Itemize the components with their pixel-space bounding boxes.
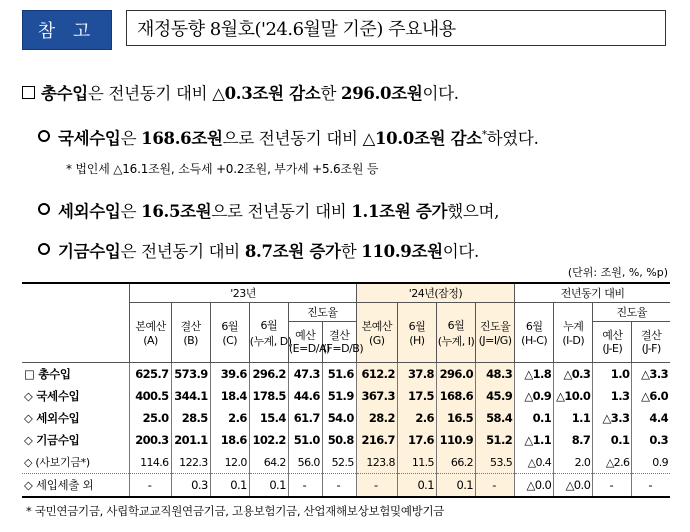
- table-cell: 200.3: [130, 429, 171, 451]
- table-cell: △0.9: [515, 385, 554, 407]
- footnote: * 국민연금기금, 사립학교교직원연금기금, 고용보험기금, 산업재해보상보험및예방기금: [26, 504, 445, 518]
- table-cell: 0.1: [515, 407, 554, 429]
- table-cell: 64.2: [249, 451, 288, 474]
- row-label: ◇ (사보기금*): [22, 451, 130, 474]
- table-row: [22, 474, 670, 498]
- col-header: 6월 (H-C): [515, 303, 554, 363]
- circle-bullet-icon: [38, 243, 50, 255]
- table-cell: 573.9: [171, 363, 210, 386]
- table-cell: 1.3: [593, 385, 632, 407]
- table-cell: 0.3: [632, 429, 670, 451]
- table-cell: 51.0: [288, 429, 322, 451]
- table-cell: 122.3: [171, 451, 210, 474]
- col-header: 본예산 (G): [356, 303, 397, 363]
- group-yoy: 전년동기 대비: [515, 283, 670, 303]
- table-cell: 0.1: [436, 474, 475, 498]
- table-cell: 344.1: [171, 385, 210, 407]
- table-cell: 47.3: [288, 363, 322, 386]
- page-title: 재정동향 8월호('24.6월말 기준) 주요내용: [126, 10, 666, 46]
- table-cell: △0.3: [554, 363, 593, 386]
- table-row: [22, 407, 670, 429]
- table-cell: △2.6: [593, 451, 632, 474]
- table-cell: -: [322, 474, 356, 498]
- table-cell: 0.1: [397, 474, 436, 498]
- table-cell: △6.0: [632, 385, 670, 407]
- table-cell: -: [288, 474, 322, 498]
- table-cell: -: [593, 474, 632, 498]
- table-cell: 367.3: [356, 385, 397, 407]
- table-cell: △0.0: [554, 474, 593, 498]
- table-cell: 296.2: [249, 363, 288, 386]
- col-header: 6월 (H): [397, 303, 436, 363]
- table-cell: 123.8: [356, 451, 397, 474]
- table-cell: 51.9: [322, 385, 356, 407]
- summary-tax-note: * 법인세 △16.1조원, 소득세 +0.2조원, 부가세 +5.6조원 등: [66, 162, 379, 176]
- table-cell: 15.4: [249, 407, 288, 429]
- table-cell: 52.5: [322, 451, 356, 474]
- summary-national-tax: 국세수입은 168.6조원으로 전년동기 대비 △10.0조원 감소*하였다.: [38, 125, 539, 149]
- table-cell: 2.6: [397, 407, 436, 429]
- row-label: □ 총수입: [22, 363, 130, 386]
- table-cell: 18.4: [210, 385, 249, 407]
- table-cell: 296.0: [436, 363, 475, 386]
- group-2023: '23년: [130, 283, 356, 303]
- group-2024: '24년(잠정): [356, 283, 514, 303]
- table-cell: 612.2: [356, 363, 397, 386]
- table-cell: 102.2: [249, 429, 288, 451]
- table-cell: -: [632, 474, 670, 498]
- table-row: [22, 385, 670, 407]
- progress-header-yoy: 진도율: [593, 303, 670, 322]
- table-cell: -: [356, 474, 397, 498]
- table-cell: 61.7: [288, 407, 322, 429]
- table-cell: △10.0: [554, 385, 593, 407]
- col-header: 결산 (J-F): [632, 322, 670, 363]
- col-header: 결산 (F=D/B): [322, 322, 356, 363]
- table-cell: -: [476, 474, 515, 498]
- progress-header-2023: 진도율: [288, 303, 356, 322]
- table-cell: 4.4: [632, 407, 670, 429]
- circle-bullet-icon: [38, 130, 50, 142]
- table-row: [22, 363, 670, 386]
- table-cell: △1.8: [515, 363, 554, 386]
- table-cell: 0.1: [249, 474, 288, 498]
- summary-total: 총수입은 전년동기 대비 △0.3조원 감소한 296.0조원이다.: [22, 80, 459, 104]
- table-cell: 17.6: [397, 429, 436, 451]
- table-cell: 110.9: [436, 429, 475, 451]
- table-cell: 11.5: [397, 451, 436, 474]
- row-label: ◇ 세입세출 외: [22, 474, 130, 498]
- table-cell: 45.9: [476, 385, 515, 407]
- table-cell: 39.6: [210, 363, 249, 386]
- table-cell: 58.4: [476, 407, 515, 429]
- table-cell: 50.8: [322, 429, 356, 451]
- revenue-table: [22, 282, 670, 498]
- table-cell: △3.3: [632, 363, 670, 386]
- unit-label: (단위: 조원, %, %p): [567, 266, 668, 279]
- table-cell: 178.5: [249, 385, 288, 407]
- col-header: 진도율 (J=I/G): [476, 303, 515, 363]
- row-label: ◇ 국세수입: [24, 389, 80, 403]
- square-bullet-icon: [22, 86, 35, 99]
- table-cell: 54.0: [322, 407, 356, 429]
- col-header: 6월 (누계, D): [249, 303, 288, 363]
- table-cell: 44.6: [288, 385, 322, 407]
- table-cell: 1.1: [554, 407, 593, 429]
- table-cell: 51.2: [476, 429, 515, 451]
- table-cell: 66.2: [436, 451, 475, 474]
- table-cell: 25.0: [130, 407, 171, 429]
- label-header: [22, 283, 130, 363]
- table-cell: 0.1: [593, 429, 632, 451]
- col-header: 예산 (E=D/A): [288, 322, 322, 363]
- table-cell: 0.9: [632, 451, 670, 474]
- table-cell: 12.0: [210, 451, 249, 474]
- table-cell: 0.3: [171, 474, 210, 498]
- table-cell: 16.5: [436, 407, 475, 429]
- col-header: 6월 (C): [210, 303, 249, 363]
- table-cell: 114.6: [130, 451, 171, 474]
- row-label: ◇ 세외수입: [24, 411, 80, 425]
- table-cell: 37.8: [397, 363, 436, 386]
- table-cell: 28.5: [171, 407, 210, 429]
- col-header: 본예산 (A): [130, 303, 171, 363]
- table-cell: 28.2: [356, 407, 397, 429]
- table-cell: 216.7: [356, 429, 397, 451]
- table-cell: 17.5: [397, 385, 436, 407]
- table-cell: 8.7: [554, 429, 593, 451]
- table-cell: 201.1: [171, 429, 210, 451]
- table-cell: 18.6: [210, 429, 249, 451]
- table-cell: -: [130, 474, 171, 498]
- col-header: 예산 (J-E): [593, 322, 632, 363]
- table-cell: 56.0: [288, 451, 322, 474]
- summary-non-tax: 세외수입은 16.5조원으로 전년동기 대비 1.1조원 증가했으며,: [38, 198, 499, 222]
- reference-tag: 참 고: [22, 10, 112, 50]
- table-cell: 0.1: [210, 474, 249, 498]
- table-cell: 400.5: [130, 385, 171, 407]
- row-label: ◇ 기금수입: [24, 433, 80, 447]
- table-cell: 1.0: [593, 363, 632, 386]
- table-cell: 48.3: [476, 363, 515, 386]
- summary-fund: 기금수입은 전년동기 대비 8.7조원 증가한 110.9조원이다.: [38, 238, 479, 262]
- circle-bullet-icon: [38, 203, 50, 215]
- col-header: 누계 (I-D): [554, 303, 593, 363]
- table-row: [22, 451, 670, 474]
- table-cell: △0.4: [515, 451, 554, 474]
- table-cell: △1.1: [515, 429, 554, 451]
- col-header: 6월 (누계, I): [436, 303, 475, 363]
- table-cell: 2.6: [210, 407, 249, 429]
- table-cell: 2.0: [554, 451, 593, 474]
- table-cell: 51.6: [322, 363, 356, 386]
- table-cell: △0.0: [515, 474, 554, 498]
- table-cell: △3.3: [593, 407, 632, 429]
- table-cell: 53.5: [476, 451, 515, 474]
- col-header: 결산 (B): [171, 303, 210, 363]
- table-cell: 168.6: [436, 385, 475, 407]
- table-row: [22, 429, 670, 451]
- table-cell: 625.7: [130, 363, 171, 386]
